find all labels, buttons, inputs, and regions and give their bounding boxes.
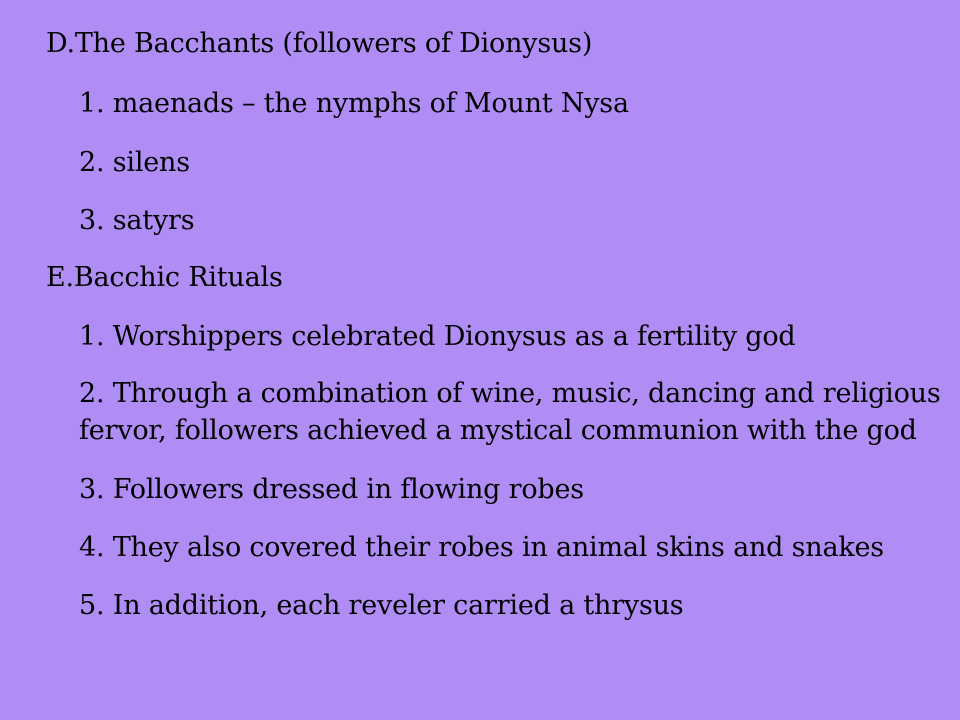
list-item: 2. Through a combination of wine, music, dancing and religious	[79, 378, 941, 409]
section-heading-rituals: E.Bacchic Rituals	[46, 262, 283, 293]
list-item-continuation: fervor, followers achieved a mystical communion with the god	[79, 415, 917, 446]
list-item: 3. Followers dressed in flowing robes	[79, 474, 584, 505]
list-item: 5. In addition, each reveler carried a thrysus	[79, 590, 684, 621]
list-item: 4. They also covered their robes in animal skins and snakes	[79, 532, 884, 563]
list-item: 1. Worshippers celebrated Dionysus as a fertility god	[79, 321, 796, 352]
section-heading-bacchants: D.The Bacchants (followers of Dionysus)	[46, 28, 593, 59]
list-item: 2. silens	[79, 147, 190, 178]
list-item: 3. satyrs	[79, 205, 195, 236]
list-item: 1. maenads – the nymphs of Mount Nysa	[79, 88, 629, 119]
